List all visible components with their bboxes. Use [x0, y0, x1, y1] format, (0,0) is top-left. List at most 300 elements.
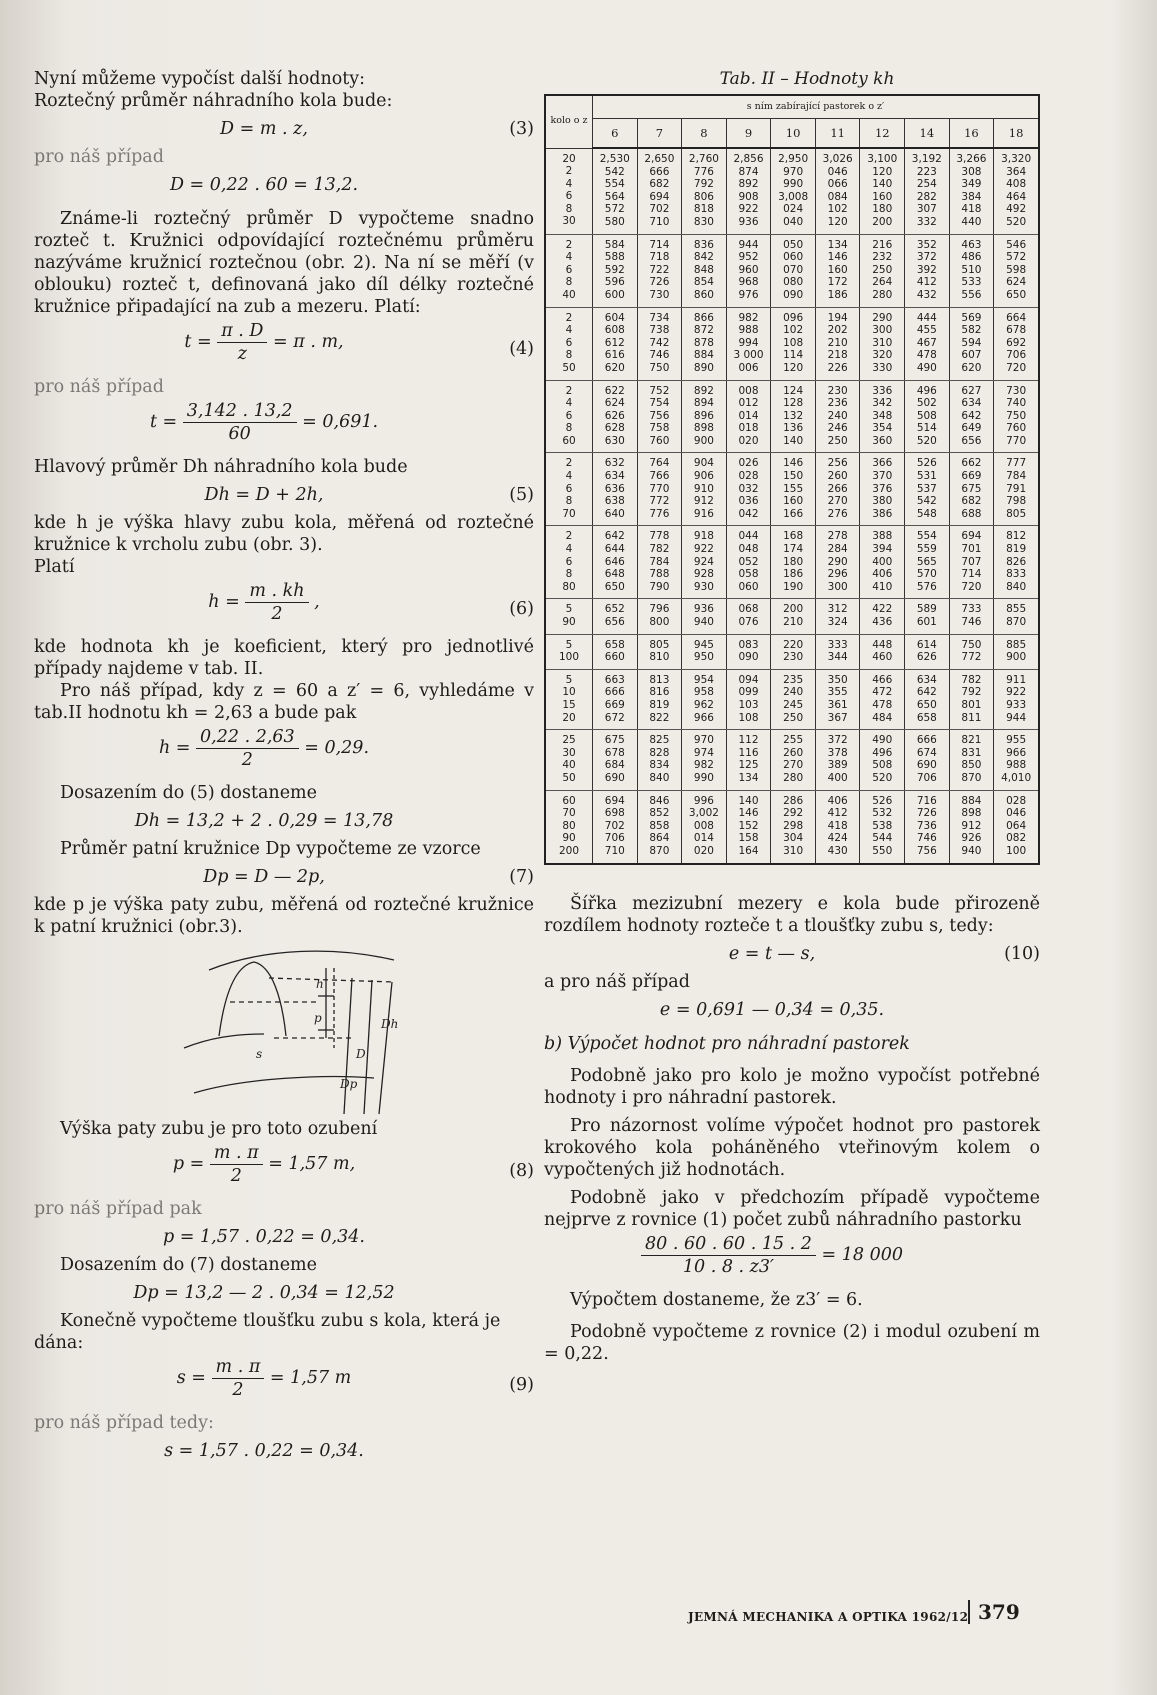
value-cell	[860, 790, 905, 863]
kh-value: 634	[604, 470, 625, 483]
kh-value: 836	[693, 238, 714, 251]
value-cell	[682, 307, 727, 380]
kh-value: 626	[916, 651, 937, 664]
kh-value: 970	[693, 734, 714, 747]
equation-9b: s = 1,57 . 0,22 = 0,34.	[164, 1441, 364, 1461]
kh-value: 132	[783, 409, 804, 422]
value-cell	[905, 730, 950, 790]
value-cell	[682, 526, 727, 599]
value-cell	[726, 730, 771, 790]
value-cell	[949, 669, 994, 729]
value-cell	[994, 148, 1039, 234]
kh-value: 974	[693, 746, 714, 759]
value-cell	[726, 526, 771, 599]
kh-value: 622	[604, 384, 625, 397]
kh-value: 990	[783, 178, 804, 191]
kh-value: 2,950	[778, 153, 809, 165]
value-cell	[637, 380, 682, 453]
kh-value: 945	[693, 638, 714, 651]
value-cell	[726, 380, 771, 453]
kh-value: 662	[961, 457, 982, 470]
kh-value: 722	[649, 263, 670, 276]
kh-value: 890	[693, 361, 714, 374]
kh-value: 813	[649, 673, 670, 686]
value-cell	[593, 307, 638, 380]
z-value: 2	[565, 384, 573, 397]
z-value: 5	[565, 638, 573, 651]
kh-value: 628	[604, 422, 625, 435]
kh-value: 412	[916, 276, 937, 289]
kh-value: 806	[693, 190, 714, 203]
kh-value: 076	[738, 616, 759, 628]
kh-value: 380	[872, 495, 893, 508]
kh-value: 102	[783, 324, 804, 337]
value-cell	[771, 634, 816, 669]
kh-value: 028	[1006, 794, 1027, 807]
kh-value: 286	[783, 794, 804, 807]
kh-value: 432	[916, 288, 937, 301]
column-header: 8	[682, 119, 727, 149]
kh-value: 828	[649, 746, 670, 759]
kh-value: 952	[738, 251, 759, 264]
kh-value: 801	[961, 698, 982, 711]
column-header: 12	[860, 119, 905, 149]
z-value: 60	[562, 434, 576, 447]
kh-value: 260	[827, 470, 848, 483]
value-cell	[860, 526, 905, 599]
kh-value: 850	[961, 759, 982, 772]
value-cell	[860, 599, 905, 634]
kh-value: 554	[916, 530, 937, 543]
kh-value: 134	[827, 238, 848, 251]
kh-value: 2,650	[644, 153, 675, 165]
kh-value: 627	[961, 384, 982, 397]
kh-value: 798	[1006, 495, 1027, 508]
kh-value: 230	[783, 651, 804, 664]
kh-value: 870	[1006, 616, 1027, 628]
kh-value: 3,320	[1001, 153, 1032, 165]
z-cell	[545, 669, 593, 729]
kh-value: 478	[872, 698, 893, 711]
label-p: p	[314, 1011, 322, 1025]
kh-value: 650	[1006, 288, 1027, 301]
kh-value: 180	[783, 555, 804, 568]
z-cell	[545, 234, 593, 307]
kh-value: 308	[961, 165, 982, 178]
kh-value: 4,010	[1001, 771, 1032, 784]
kh-value: 090	[738, 651, 759, 664]
z-cell	[545, 599, 593, 634]
kh-value: 782	[961, 673, 982, 686]
kh-value: 304	[783, 832, 804, 845]
kh-value: 805	[1006, 507, 1027, 520]
kh-value: 542	[604, 165, 625, 178]
kh-value: 190	[783, 580, 804, 593]
kh-value: 424	[827, 832, 848, 845]
table-title: Tab. II – Hodnoty kh	[719, 69, 895, 89]
kh-value: 146	[738, 807, 759, 820]
kh-value: 508	[872, 759, 893, 772]
kh-value: 550	[872, 844, 893, 857]
text-line: Nyní můžeme vypočíst další hodnoty:	[34, 69, 366, 89]
kh-value: 186	[827, 288, 848, 301]
value-cell	[994, 634, 1039, 669]
kh-value: 024	[783, 203, 804, 216]
kh-value: 389	[827, 759, 848, 772]
kh-value: 649	[961, 422, 982, 435]
kh-value: 714	[961, 568, 982, 581]
left-column	[34, 68, 534, 1468]
kh-value: 290	[827, 555, 848, 568]
value-cell	[860, 669, 905, 729]
kh-value: 099	[738, 686, 759, 699]
z-value: 70	[562, 507, 576, 520]
value-cell	[593, 148, 638, 234]
kh-value: 933	[1006, 698, 1027, 711]
value-cell	[726, 669, 771, 729]
value-cell	[860, 148, 905, 234]
kh-value: 994	[738, 336, 759, 349]
kh-value: 348	[872, 409, 893, 422]
kh-value: 172	[827, 276, 848, 289]
kh-value: 892	[738, 178, 759, 191]
kh-value: 014	[693, 832, 714, 845]
value-cell	[949, 148, 994, 234]
kh-value: 120	[783, 361, 804, 374]
kh-value: 912	[693, 495, 714, 508]
kh-value: 908	[738, 190, 759, 203]
kh-value: 940	[693, 616, 714, 628]
z-value: 5	[565, 603, 573, 616]
kh-value: 120	[872, 165, 893, 178]
kh-value: 666	[649, 165, 670, 178]
kh-value: 478	[916, 349, 937, 362]
kh-value: 036	[738, 495, 759, 508]
z-cell	[545, 526, 593, 599]
kh-value: 982	[738, 311, 759, 324]
kh-value: 738	[649, 324, 670, 337]
kh-value: 460	[872, 651, 893, 664]
kh-value: 210	[783, 616, 804, 628]
kh-value: 750	[961, 638, 982, 651]
text-line: Roztečný průměr náhradního kola bude:	[34, 91, 393, 111]
kh-value: 392	[916, 263, 937, 276]
kh-value: 922	[738, 203, 759, 216]
kh-value: 922	[693, 543, 714, 556]
kh-value: 620	[961, 361, 982, 374]
value-cell	[682, 453, 727, 526]
kh-value: 255	[783, 734, 804, 747]
kh-value: 706	[916, 771, 937, 784]
kh-value: 930	[693, 580, 714, 593]
paragraph: Průměr patní kružnice Dp vypočteme ze vzorce	[60, 839, 481, 859]
kh-value: 698	[604, 807, 625, 820]
kh-value: 486	[961, 251, 982, 264]
value-cell	[994, 790, 1039, 863]
value-cell	[593, 790, 638, 863]
kh-value: 788	[649, 568, 670, 581]
kh-value: 554	[604, 178, 625, 191]
kh-value: 526	[872, 794, 893, 807]
table-row-group	[545, 307, 1039, 380]
value-cell	[860, 634, 905, 669]
kh-value: 3,002	[688, 807, 719, 820]
kh-value: 690	[604, 771, 625, 784]
value-cell	[593, 234, 638, 307]
kh-value: 612	[604, 336, 625, 349]
kh-value: 3,026	[822, 153, 853, 165]
value-cell	[949, 453, 994, 526]
kh-value: 892	[693, 384, 714, 397]
kh-value: 884	[693, 349, 714, 362]
kh-value: 280	[783, 771, 804, 784]
table-row-group	[545, 234, 1039, 307]
kh-value: 588	[604, 251, 625, 264]
kh-value: 576	[916, 580, 937, 593]
kh-value: 940	[961, 844, 982, 857]
kh-value: 226	[827, 361, 848, 374]
page-number: 379	[968, 1600, 1020, 1624]
kh-value: 830	[693, 215, 714, 228]
label-h: h	[316, 977, 324, 991]
equation-8: p = $\frac{m . \pi}{2}$ = 1,57 m, (8)	[172, 1143, 534, 1186]
value-cell	[949, 634, 994, 669]
paragraph: Podobně jako pro kolo je možno vypočíst potřebné hodnoty i pro náhradní pastorek.	[544, 1065, 1040, 1108]
value-cell	[593, 380, 638, 453]
kh-value: 746	[961, 616, 982, 628]
kh-value: 448	[872, 638, 893, 651]
kh-value: 858	[649, 819, 670, 832]
column-header: 6	[593, 119, 638, 149]
kh-value: 726	[916, 807, 937, 820]
kh-value: 840	[1006, 580, 1027, 593]
paragraph: Konečně vypočteme tloušťku zubu s kola, která je dána:	[34, 1311, 501, 1353]
kh-value: 760	[1006, 422, 1027, 435]
kh-value: 630	[604, 434, 625, 447]
equation-10: e = t — s, (10)	[728, 943, 1040, 964]
kh-value: 3,008	[778, 190, 809, 203]
kh-value: 710	[649, 215, 670, 228]
kh-value: 694	[649, 190, 670, 203]
kh-value: 756	[649, 409, 670, 422]
text-line: pro náš případ pak	[34, 1199, 202, 1219]
kh-value: 556	[961, 288, 982, 301]
value-cell	[771, 148, 816, 234]
z-value: 4	[565, 470, 573, 483]
kh-value: 626	[604, 409, 625, 422]
value-cell	[994, 234, 1039, 307]
kh-value: 492	[1006, 203, 1027, 216]
table-row-group	[545, 730, 1039, 790]
value-cell	[949, 599, 994, 634]
kh-value: 537	[916, 482, 937, 495]
value-cell	[905, 307, 950, 380]
label-Dp: Dp	[340, 1077, 358, 1091]
value-cell	[682, 669, 727, 729]
kh-value: 766	[649, 470, 670, 483]
kh-value: 210	[827, 336, 848, 349]
kh-value: 014	[738, 409, 759, 422]
kh-value: 406	[872, 568, 893, 581]
text-line: pro náš případ	[34, 147, 164, 167]
value-cell	[860, 453, 905, 526]
equation-8b: p = 1,57 . 0,22 = 0,34.	[163, 1227, 365, 1247]
value-cell	[771, 599, 816, 634]
kh-value: 826	[1006, 555, 1027, 568]
value-cell	[815, 599, 860, 634]
kh-value: 140	[738, 794, 759, 807]
kh-value: 694	[961, 530, 982, 543]
value-cell	[593, 526, 638, 599]
column-header: 7	[637, 119, 682, 149]
kh-value: 3,100	[867, 153, 898, 165]
z-value: 2	[565, 311, 573, 324]
kh-value: 344	[827, 651, 848, 664]
kh-value: 652	[604, 603, 625, 616]
kh-value: 254	[916, 178, 937, 191]
z-value: 4	[565, 324, 573, 337]
kh-value: 777	[1006, 457, 1027, 470]
kh-value: 174	[783, 543, 804, 556]
right-column	[544, 68, 1040, 1365]
kh-value: 906	[693, 470, 714, 483]
kh-value: 290	[872, 311, 893, 324]
z-value: 70	[562, 807, 576, 820]
kh-value: 962	[693, 698, 714, 711]
kh-value: 296	[827, 568, 848, 581]
kh-value: 548	[916, 507, 937, 520]
value-cell	[815, 526, 860, 599]
kh-value: 874	[738, 165, 759, 178]
equation-6b: h = $\frac{0,22 . 2,63}{2}$ = 0,29.	[158, 727, 370, 770]
kh-value: 352	[916, 238, 937, 251]
kh-value: 678	[604, 746, 625, 759]
kh-value: 044	[738, 530, 759, 543]
kh-value: 084	[827, 190, 848, 203]
kh-value: 496	[872, 746, 893, 759]
kh-value: 066	[827, 178, 848, 191]
kh-value: 996	[693, 794, 714, 807]
kh-value: 885	[1006, 638, 1027, 651]
kh-value: 520	[872, 771, 893, 784]
value-cell	[949, 730, 994, 790]
value-cell	[637, 599, 682, 634]
kh-value: 580	[604, 215, 625, 228]
z-cell	[545, 730, 593, 790]
kh-value: 2,760	[688, 153, 719, 165]
kh-value: 300	[827, 580, 848, 593]
value-cell	[994, 380, 1039, 453]
value-cell	[815, 634, 860, 669]
z-value: 200	[558, 844, 580, 857]
kh-value: 410	[872, 580, 893, 593]
kh-value: 746	[649, 349, 670, 362]
kh-value: 936	[738, 215, 759, 228]
kh-value: 650	[604, 580, 625, 593]
kh-value: 648	[604, 568, 625, 581]
kh-value: 589	[916, 603, 937, 616]
value-cell	[637, 307, 682, 380]
column-header: 18	[994, 119, 1039, 149]
kh-value: 060	[738, 580, 759, 593]
kh-value: 3,192	[911, 153, 942, 165]
equation-7b: Dp = 13,2 — 2 . 0,34 = 12,52	[133, 1283, 395, 1303]
kh-value: 821	[961, 734, 982, 747]
value-cell	[593, 634, 638, 669]
paragraph: kde h je výška hlavy zubu kola, měřená od roztečné kružnice k vrcholu zubu (obr. 3).	[34, 513, 534, 555]
kh-value: 444	[916, 311, 937, 324]
kh-value: 278	[827, 530, 848, 543]
kh-value: 911	[1006, 673, 1027, 686]
kh-value: 812	[1006, 530, 1027, 543]
kh-value: 430	[827, 844, 848, 857]
value-cell	[771, 526, 816, 599]
kh-value: 772	[961, 651, 982, 664]
kh-value: 936	[693, 603, 714, 616]
kh-value: 624	[604, 397, 625, 410]
value-cell	[682, 148, 727, 234]
kh-value: 120	[827, 215, 848, 228]
kh-value: 675	[604, 734, 625, 747]
kh-value: 418	[827, 819, 848, 832]
z-value: 20	[562, 711, 576, 724]
kh-value: 094	[738, 673, 759, 686]
kh-value: 538	[872, 819, 893, 832]
z-value: 80	[562, 580, 576, 593]
value-cell	[949, 234, 994, 307]
kh-value: 600	[604, 288, 625, 301]
z-value: 2	[565, 238, 573, 251]
kh-value: 372	[827, 734, 848, 747]
kh-value: 604	[604, 311, 625, 324]
kh-value: 467	[916, 336, 937, 349]
kh-value: 960	[738, 263, 759, 276]
kh-value: 103	[738, 698, 759, 711]
z-value: 2	[565, 165, 573, 178]
value-cell	[771, 669, 816, 729]
kh-value: 200	[872, 215, 893, 228]
z-value: 100	[558, 651, 580, 664]
kh-value: 988	[1006, 759, 1027, 772]
kh-value: 740	[1006, 397, 1027, 410]
kh-value: 770	[649, 482, 670, 495]
value-cell	[815, 307, 860, 380]
kh-value: 408	[1006, 178, 1027, 191]
z-cell	[545, 380, 593, 453]
kh-value: 922	[1006, 686, 1027, 699]
value-cell	[682, 790, 727, 863]
kh-value: 764	[649, 457, 670, 470]
value-cell	[994, 730, 1039, 790]
kh-value: 386	[872, 507, 893, 520]
table-row-group	[545, 634, 1039, 669]
equation-4b: t = $\frac{3,142 . 13,2}{60}$ = 0,691.	[149, 401, 379, 444]
kh-value: 108	[783, 336, 804, 349]
kh-value: 674	[916, 746, 937, 759]
kh-value: 349	[961, 178, 982, 191]
z-value: 40	[562, 288, 576, 301]
equation-7: Dp = D — 2p, (7)	[203, 867, 534, 887]
equation-6: h = $\frac{m . kh}{2}$ , (6)	[208, 581, 534, 624]
value-cell	[771, 234, 816, 307]
kh-value: 791	[1006, 482, 1027, 495]
kh-value: 472	[872, 686, 893, 699]
z-value: 4	[565, 543, 573, 556]
kh-value: 852	[649, 807, 670, 820]
kh-value: 100	[1006, 844, 1027, 857]
kh-value: 436	[872, 616, 893, 628]
equation-3b: D = 0,22 . 60 = 13,2.	[169, 175, 359, 195]
